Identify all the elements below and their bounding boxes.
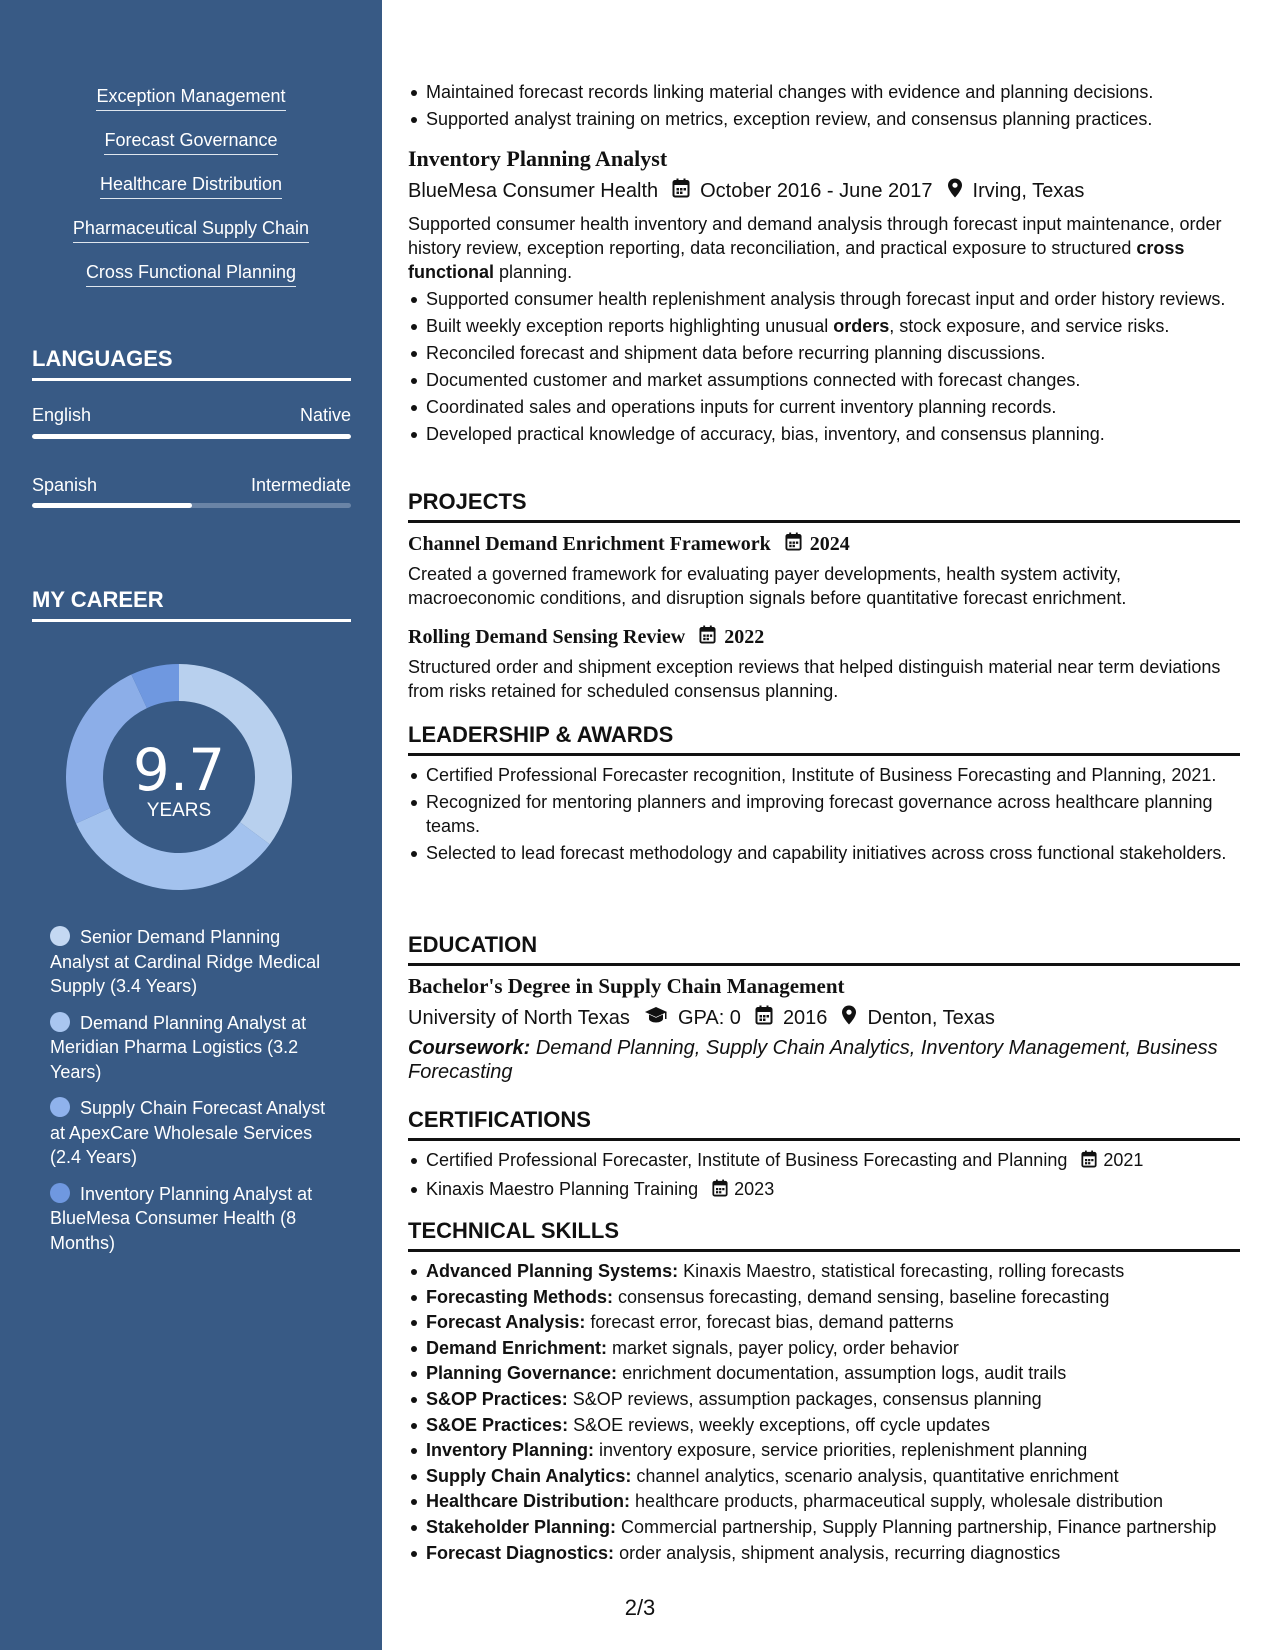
skill-label: Demand Enrichment: (426, 1337, 608, 1358)
project-year: 2024 (809, 533, 850, 555)
skill-value: consensus forecasting, demand sensing, baseline forecasting (618, 1286, 1110, 1307)
career-dot (50, 1097, 70, 1117)
skill-label: Advanced Planning Systems: (426, 1261, 679, 1281)
list-item (408, 1177, 1240, 1203)
gpa: GPA: 0 (677, 1006, 741, 1029)
career-dot (50, 926, 70, 946)
certification-year: 2021 (1103, 1150, 1144, 1170)
skill-label: Supply Chain Analytics: (426, 1465, 632, 1486)
list-item (408, 1464, 1240, 1488)
project-title (408, 532, 1240, 557)
career-item-text: Demand Planning Analyst at Meridian Pharma Logistics (3.2 Years) (50, 1012, 307, 1082)
certifications-list (408, 1148, 1240, 1206)
calendar-icon (672, 178, 690, 204)
skill-label: Forecast Diagnostics: (426, 1542, 615, 1563)
language-bar-fill (32, 434, 351, 439)
career-item (50, 925, 330, 999)
keyword: Exception Management (96, 86, 285, 111)
career-item-text: Senior Demand Planning Analyst at Cardinal Ridge Medical Supply (3.4 Years) (50, 927, 321, 996)
bullet-text-end: , stock exposure, and service risks. (889, 316, 1170, 336)
bullet-text: Supported consumer health replenishment analysis through forecast input and order history reviews. (426, 289, 1226, 309)
language-row-english (32, 405, 351, 426)
skill-label: Healthcare Distribution: (426, 1491, 631, 1512)
languages-heading: LANGUAGES (32, 346, 351, 381)
skill-label: Forecast Analysis: (426, 1312, 586, 1333)
project-name: Channel Demand Enrichment Framework (408, 533, 771, 555)
language-bar-spanish (32, 503, 351, 508)
skill-value: S&OP reviews, assumption packages, consensus planning (572, 1388, 1042, 1409)
job-location: Irving, Texas (972, 179, 1085, 202)
list-item (408, 1387, 1240, 1411)
job-dates: October 2016 - June 2017 (700, 179, 933, 202)
career-heading: MY CAREER (32, 587, 351, 622)
graduation-year: 2016 (782, 1006, 828, 1029)
list-item (408, 1336, 1240, 1360)
career-item (50, 1011, 330, 1085)
list-item: Selected to lead forecast methodology and capability initiatives across cross functional stakeholders. (408, 841, 1240, 865)
location-pin-icon (841, 1005, 857, 1031)
keyword: Forecast Governance (104, 130, 277, 155)
list-item (408, 1541, 1240, 1565)
list-item: Certified Professional Forecaster recognition, Institute of Business Forecasting and Planning, 2021. (408, 763, 1240, 787)
previous-job-bullets (408, 80, 1240, 134)
skill-value: Kinaxis Maestro, statistical forecasting, rolling forecasts (683, 1261, 1125, 1281)
language-row-spanish (32, 475, 351, 496)
graduation-cap-icon (644, 1006, 668, 1030)
skill-value: S&OE reviews, weekly exceptions, off cycle updates (573, 1414, 990, 1435)
skill-value: Commercial partnership, Supply Planning partnership, Finance partnership (621, 1516, 1217, 1537)
bullet-bold: orders (833, 316, 890, 336)
summary-bold: cross functional (408, 238, 1185, 282)
skill-value: healthcare products, pharmaceutical supply, wholesale distribution (635, 1491, 1164, 1512)
coursework-label: Coursework: (408, 1037, 531, 1059)
skill-label: Stakeholder Planning: (426, 1516, 617, 1537)
skill-value: inventory exposure, service priorities, replenishment planning (599, 1440, 1088, 1461)
list-item (408, 1515, 1240, 1539)
certifications-heading: CERTIFICATIONS (408, 1107, 1240, 1141)
skill-value: enrichment documentation, assumption logs, audit trails (622, 1363, 1067, 1384)
calendar-icon (712, 1179, 728, 1203)
career-list (50, 925, 330, 1267)
coursework-text: Demand Planning, Supply Chain Analytics, Inventory Management, Business Forecasting (408, 1037, 1218, 1083)
list-item (408, 422, 1240, 446)
skills-list (408, 1259, 1240, 1566)
language-bar-english (32, 434, 351, 439)
certification-year: 2023 (734, 1179, 775, 1199)
skill-value: channel analytics, scenario analysis, quantitative enrichment (636, 1465, 1119, 1486)
skill-value: forecast error, forecast bias, demand patterns (590, 1312, 954, 1333)
keyword: Pharmaceutical Supply Chain (73, 218, 309, 243)
keyword-list (0, 86, 382, 306)
summary-text-end: planning. (499, 262, 573, 282)
career-years-label: YEARS (146, 800, 212, 821)
bullet-text: Developed practical knowledge of accuracy, bias, inventory, and consensus planning. (426, 424, 1105, 444)
skill-value: order analysis, shipment analysis, recurring diagnostics (619, 1542, 1061, 1563)
list-item (408, 314, 1240, 338)
location-pin-icon (947, 178, 963, 204)
project-year: 2022 (724, 626, 765, 648)
list-item (408, 1148, 1240, 1174)
list-item (408, 368, 1240, 392)
bullet-text: Built weekly exception reports highlighting unusual (426, 316, 834, 336)
list-item (408, 1310, 1240, 1334)
bullet-text: Reconciled forecast and shipment data before recurring planning discussions. (426, 343, 1046, 363)
leadership-heading: LEADERSHIP & AWARDS (408, 722, 1240, 756)
language-name: English (32, 405, 92, 425)
job-meta (408, 178, 1240, 204)
list-item (408, 1361, 1240, 1385)
summary-text: Supported consumer health inventory and demand analysis through forecast input maintenance, order history review, exception reporting, data reconciliation, and practical exposure to structured (408, 214, 1222, 258)
list-item (408, 1489, 1240, 1513)
keyword: Healthcare Distribution (100, 174, 282, 199)
career-total-years: 9.7 (132, 736, 226, 804)
job-title: Inventory Planning Analyst (408, 146, 668, 171)
language-level: Intermediate (250, 475, 351, 495)
school-location: Denton, Texas (867, 1006, 995, 1029)
list-item (408, 1413, 1240, 1437)
calendar-icon (1081, 1150, 1097, 1174)
skill-value: market signals, payer policy, order behavior (612, 1337, 959, 1358)
certification-name: Certified Professional Forecaster, Institute of Business Forecasting and Planning (426, 1150, 1068, 1170)
language-level: Native (299, 405, 351, 425)
projects-heading: PROJECTS (408, 489, 1240, 523)
keyword: Cross Functional Planning (86, 262, 296, 287)
list-item: Recognized for mentoring planners and improving forecast governance across healthcare planning teams. (408, 790, 1240, 838)
language-bar-fill (32, 503, 192, 508)
coursework (408, 1036, 1240, 1084)
list-item (408, 1285, 1240, 1309)
bullet-text: Documented customer and market assumptions connected with forecast changes. (426, 370, 1081, 390)
school-name: University of North Texas (408, 1006, 630, 1029)
project-description: Created a governed framework for evaluating payer developments, health system activity, macroeconomic conditions, and disruption signals before quantitative forecast enrichment. (408, 564, 1127, 608)
career-dot (50, 1183, 70, 1203)
education-meta (408, 1005, 1240, 1031)
calendar-icon (755, 1005, 773, 1031)
career-dot (50, 1012, 70, 1032)
job-summary (408, 212, 1240, 284)
project-title (408, 625, 1240, 650)
skill-label: Forecasting Methods: (426, 1286, 614, 1307)
degree-title: Bachelor's Degree in Supply Chain Management (408, 974, 845, 998)
certification-name: Kinaxis Maestro Planning Training (426, 1179, 699, 1199)
sidebar (0, 0, 382, 1650)
skill-label: Planning Governance: (426, 1363, 618, 1384)
skill-label: S&OE Practices: (426, 1414, 569, 1435)
company-name: BlueMesa Consumer Health (408, 179, 659, 202)
skill-label: Inventory Planning: (426, 1440, 595, 1461)
career-item-text: Inventory Planning Analyst at BlueMesa Consumer Health (8 Months) (50, 1183, 313, 1253)
project-description: Structured order and shipment exception reviews that helped distinguish material near term deviations from risks retained for scheduled consensus planning. (408, 657, 1221, 701)
skill-label: S&OP Practices: (426, 1388, 568, 1409)
project-name: Rolling Demand Sensing Review (408, 626, 686, 648)
leadership-list (408, 763, 1240, 868)
career-item (50, 1182, 330, 1256)
career-item-text: Supply Chain Forecast Analyst at ApexCare Wholesale Services (2.4 Years) (50, 1098, 326, 1167)
calendar-icon (785, 532, 802, 557)
skills-heading: TECHNICAL SKILLS (408, 1218, 1240, 1252)
calendar-icon (699, 625, 716, 650)
list-item: Maintained forecast records linking material changes with evidence and planning decisions. (408, 80, 1240, 104)
list-item (408, 1259, 1240, 1283)
language-name: Spanish (32, 475, 98, 495)
bullet-text: Coordinated sales and operations inputs for current inventory planning records. (426, 397, 1057, 417)
list-item (408, 287, 1240, 311)
list-item (408, 341, 1240, 365)
list-item: Supported analyst training on metrics, exception review, and consensus planning practices. (408, 107, 1240, 131)
education-heading: EDUCATION (408, 932, 1240, 966)
list-item (408, 1438, 1240, 1462)
job-bullets (408, 287, 1240, 449)
career-item (50, 1096, 330, 1170)
page-number: 2/3 (624, 1595, 656, 1620)
list-item (408, 395, 1240, 419)
